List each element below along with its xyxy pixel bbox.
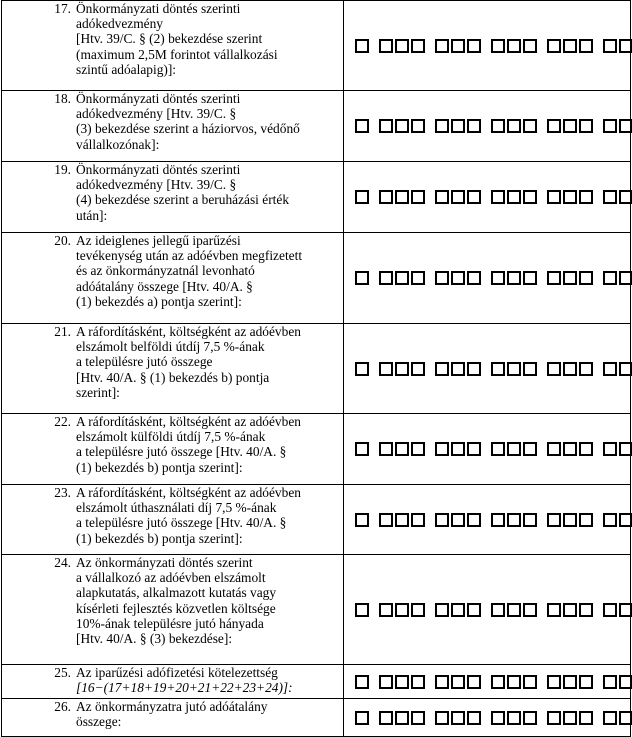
row-description: [76, 324, 343, 400]
digit-box[interactable]: [619, 271, 632, 285]
digit-box[interactable]: [507, 119, 521, 133]
digit-group: [355, 39, 369, 53]
form-row: [2, 162, 631, 233]
row-label-cell: [2, 414, 344, 485]
digit-group: [603, 513, 632, 527]
digit-group: [379, 442, 425, 456]
digit-box[interactable]: [547, 711, 561, 725]
digit-box[interactable]: [467, 119, 481, 133]
row-description-text: A ráfordításként, költségként az adóévben elszámolt úthasználati díj 7,5 %-ának a településre jutó összege [Htv. 40/A. § (1) bekezdés b) pontja szerint]:: [76, 485, 301, 546]
digit-box[interactable]: [467, 513, 481, 527]
row-description-text: Az önkormányzatra jutó adóátalány összege:: [76, 699, 268, 730]
digit-box[interactable]: [523, 271, 537, 285]
digit-box[interactable]: [395, 271, 409, 285]
digit-box[interactable]: [547, 362, 561, 376]
digit-box[interactable]: [563, 271, 577, 285]
row-description-text: A ráfordításként, költségként az adóévben elszámolt külföldi útdíj 7,5 %-ának a településre jutó összege [Htv. 40/A. § (1) bekezdés b) pontja szerint]:: [76, 414, 301, 475]
digit-box[interactable]: [467, 362, 481, 376]
digit-box[interactable]: [547, 271, 561, 285]
amount-input-cell: [344, 699, 631, 737]
digit-box[interactable]: [451, 675, 465, 689]
digit-box[interactable]: [451, 119, 465, 133]
row-number: 17.: [54, 1, 71, 16]
digit-box[interactable]: [579, 711, 593, 725]
digit-group: [435, 119, 481, 133]
digit-box[interactable]: [411, 711, 425, 725]
digit-group: [547, 442, 593, 456]
digit-box[interactable]: [547, 675, 561, 689]
digit-group: [491, 190, 537, 204]
digit-group: [379, 513, 425, 527]
digit-box[interactable]: [467, 190, 481, 204]
digit-box[interactable]: [523, 190, 537, 204]
digit-box[interactable]: [379, 442, 393, 456]
amount-input-cell: [344, 665, 631, 699]
digit-box[interactable]: [523, 442, 537, 456]
digit-box[interactable]: [355, 190, 369, 204]
digit-box[interactable]: [435, 119, 449, 133]
digit-box[interactable]: [491, 39, 505, 53]
digit-box[interactable]: [507, 271, 521, 285]
digit-box[interactable]: [507, 362, 521, 376]
digit-box[interactable]: [619, 711, 632, 725]
amount-digit-boxes[interactable]: [344, 603, 630, 617]
digit-box[interactable]: [491, 190, 505, 204]
digit-box[interactable]: [563, 603, 577, 617]
digit-group: [491, 442, 537, 456]
digit-box[interactable]: [355, 603, 369, 617]
digit-group: [355, 271, 369, 285]
digit-box[interactable]: [579, 603, 593, 617]
digit-box[interactable]: [507, 39, 521, 53]
digit-box[interactable]: [467, 675, 481, 689]
digit-group: [491, 362, 537, 376]
digit-box[interactable]: [563, 39, 577, 53]
digit-group: [547, 603, 593, 617]
row-description-text: Önkormányzati döntés szerinti adókedvezmény [Htv. 39/C. § (2) bekezdése szerint (maximum 2,5M forintot vállalkozási szintű adóalapig)]:: [76, 1, 278, 77]
digit-group: [547, 39, 593, 53]
digit-box[interactable]: [451, 190, 465, 204]
amount-input-cell: [344, 324, 631, 414]
digit-box[interactable]: [379, 39, 393, 53]
form-row: [2, 485, 631, 555]
digit-box[interactable]: [507, 603, 521, 617]
digit-box[interactable]: [395, 442, 409, 456]
digit-box[interactable]: [435, 190, 449, 204]
amount-digit-boxes[interactable]: [344, 190, 630, 204]
digit-box[interactable]: [411, 39, 425, 53]
digit-box[interactable]: [563, 119, 577, 133]
digit-box[interactable]: [355, 119, 369, 133]
digit-box[interactable]: [507, 513, 521, 527]
digit-box[interactable]: [491, 442, 505, 456]
digit-box[interactable]: [563, 190, 577, 204]
digit-box[interactable]: [603, 513, 617, 527]
digit-group: [547, 190, 593, 204]
digit-box[interactable]: [451, 603, 465, 617]
digit-group: [379, 675, 425, 689]
row-label-cell: [2, 233, 344, 324]
digit-group: [603, 442, 632, 456]
digit-box[interactable]: [435, 271, 449, 285]
digit-box[interactable]: [579, 675, 593, 689]
digit-box[interactable]: [491, 271, 505, 285]
digit-group: [355, 513, 369, 527]
digit-group: [435, 271, 481, 285]
row-label-cell: [2, 162, 344, 233]
digit-box[interactable]: [603, 39, 617, 53]
digit-box[interactable]: [451, 271, 465, 285]
digit-box[interactable]: [411, 675, 425, 689]
row-number: 26.: [54, 699, 71, 714]
row-label-cell: [2, 91, 344, 162]
digit-box[interactable]: [355, 271, 369, 285]
digit-box[interactable]: [395, 603, 409, 617]
digit-box[interactable]: [507, 190, 521, 204]
digit-box[interactable]: [355, 675, 369, 689]
row-description-text: A ráfordításként, költségként az adóévben elszámolt belföldi útdíj 7,5 %-ának a településre jutó összege [Htv. 40/A. § (1) bekezdés b) pontja szerint]:: [76, 324, 301, 400]
digit-box[interactable]: [379, 190, 393, 204]
digit-box[interactable]: [355, 39, 369, 53]
amount-input-cell: [344, 91, 631, 162]
digit-box[interactable]: [619, 39, 632, 53]
digit-box[interactable]: [603, 119, 617, 133]
digit-group: [379, 362, 425, 376]
digit-box[interactable]: [379, 711, 393, 725]
amount-digit-boxes[interactable]: [344, 675, 630, 689]
digit-group: [435, 190, 481, 204]
row-number: 22.: [54, 414, 71, 429]
digit-group: [435, 675, 481, 689]
digit-box[interactable]: [579, 271, 593, 285]
digit-group: [547, 711, 593, 725]
amount-input-cell: [344, 485, 631, 555]
digit-box[interactable]: [523, 362, 537, 376]
digit-box[interactable]: [395, 190, 409, 204]
digit-box[interactable]: [355, 711, 369, 725]
digit-box[interactable]: [395, 513, 409, 527]
digit-box[interactable]: [355, 362, 369, 376]
form-row: [2, 555, 631, 665]
amount-digit-boxes[interactable]: [344, 711, 630, 725]
digit-box[interactable]: [523, 119, 537, 133]
digit-box[interactable]: [395, 39, 409, 53]
digit-box[interactable]: [547, 513, 561, 527]
digit-box[interactable]: [491, 119, 505, 133]
digit-box[interactable]: [603, 603, 617, 617]
digit-box[interactable]: [435, 711, 449, 725]
digit-group: [603, 119, 632, 133]
digit-group: [547, 513, 593, 527]
amount-input-cell: [344, 555, 631, 665]
digit-box[interactable]: [491, 603, 505, 617]
digit-group: [491, 271, 537, 285]
digit-group: [547, 675, 593, 689]
digit-box[interactable]: [619, 119, 632, 133]
digit-box[interactable]: [523, 513, 537, 527]
amount-input-cell: [344, 162, 631, 233]
digit-box[interactable]: [451, 39, 465, 53]
digit-box[interactable]: [523, 675, 537, 689]
digit-box[interactable]: [603, 675, 617, 689]
form-row: [2, 414, 631, 485]
digit-box[interactable]: [395, 675, 409, 689]
digit-box[interactable]: [411, 190, 425, 204]
row-description-text: Az ideiglenes jellegű iparűzési tevékenység után az adóévben megfizetett és az önkormányzatnál levonható adóátalány összege [Htv. 40/A. § (1) bekezdés a) pontja szerint]:: [76, 233, 303, 309]
digit-group: [355, 711, 369, 725]
digit-box[interactable]: [379, 603, 393, 617]
digit-box[interactable]: [467, 442, 481, 456]
row-description: [76, 1, 343, 77]
digit-box[interactable]: [379, 513, 393, 527]
digit-box[interactable]: [603, 711, 617, 725]
digit-group: [355, 190, 369, 204]
digit-group: [547, 271, 593, 285]
digit-box[interactable]: [507, 675, 521, 689]
digit-box[interactable]: [603, 190, 617, 204]
row-description: [76, 485, 343, 546]
row-label-cell: [2, 1, 344, 91]
digit-box[interactable]: [467, 603, 481, 617]
amount-digit-boxes[interactable]: [344, 362, 630, 376]
digit-group: [491, 119, 537, 133]
digit-group: [547, 119, 593, 133]
row-description: [76, 555, 343, 646]
digit-box[interactable]: [579, 190, 593, 204]
row-description-text: Az önkormányzati döntés szerint a vállalkozó az adóévben elszámolt alapkutatás, alkalmazott kutatás vagy kísérleti fejlesztés közvetlen költsége 10%-ának településre jutó hányada [Htv. 40/A. § (3) bekezdése]:: [76, 555, 277, 647]
row-description: [76, 414, 343, 475]
form-row: [2, 233, 631, 324]
digit-box[interactable]: [411, 442, 425, 456]
row-label-cell: [2, 665, 344, 699]
digit-group: [603, 271, 632, 285]
digit-box[interactable]: [435, 513, 449, 527]
digit-group: [603, 711, 632, 725]
digit-box[interactable]: [355, 442, 369, 456]
row-number: 23.: [54, 485, 71, 500]
digit-box[interactable]: [523, 39, 537, 53]
row-description: [76, 162, 343, 223]
digit-group: [603, 675, 632, 689]
row-formula: [16−(17+18+19+20+21+22+23+24)]:: [76, 680, 293, 696]
digit-box[interactable]: [467, 711, 481, 725]
digit-box[interactable]: [395, 711, 409, 725]
digit-group: [435, 39, 481, 53]
digit-box[interactable]: [379, 675, 393, 689]
digit-box[interactable]: [411, 271, 425, 285]
digit-box[interactable]: [547, 119, 561, 133]
digit-group: [355, 119, 369, 133]
digit-box[interactable]: [491, 675, 505, 689]
digit-box[interactable]: [563, 442, 577, 456]
digit-group: [379, 271, 425, 285]
digit-box[interactable]: [467, 39, 481, 53]
digit-box[interactable]: [619, 675, 632, 689]
digit-box[interactable]: [579, 442, 593, 456]
digit-box[interactable]: [563, 362, 577, 376]
row-number: 24.: [54, 555, 71, 570]
digit-group: [379, 39, 425, 53]
digit-box[interactable]: [491, 362, 505, 376]
amount-digit-boxes[interactable]: [344, 513, 630, 527]
digit-group: [379, 603, 425, 617]
form-row: [2, 324, 631, 414]
digit-box[interactable]: [379, 119, 393, 133]
form-row: [2, 665, 631, 699]
digit-box[interactable]: [411, 513, 425, 527]
row-number: 19.: [54, 162, 71, 177]
digit-box[interactable]: [619, 513, 632, 527]
form-row: [2, 699, 631, 737]
row-number: 25.: [54, 665, 71, 680]
amount-input-cell: [344, 233, 631, 324]
row-number: 21.: [54, 324, 71, 339]
digit-group: [379, 119, 425, 133]
amount-digit-boxes[interactable]: [344, 39, 630, 53]
digit-box[interactable]: [523, 711, 537, 725]
digit-box[interactable]: [435, 603, 449, 617]
digit-box[interactable]: [603, 442, 617, 456]
digit-box[interactable]: [547, 442, 561, 456]
digit-group: [603, 190, 632, 204]
amount-digit-boxes[interactable]: [344, 271, 630, 285]
digit-box[interactable]: [435, 675, 449, 689]
digit-group: [379, 190, 425, 204]
digit-group: [435, 442, 481, 456]
digit-box[interactable]: [619, 190, 632, 204]
digit-group: [491, 603, 537, 617]
digit-box[interactable]: [603, 362, 617, 376]
digit-box[interactable]: [379, 362, 393, 376]
digit-box[interactable]: [579, 362, 593, 376]
amount-input-cell: [344, 414, 631, 485]
digit-box[interactable]: [563, 513, 577, 527]
row-number: 18.: [54, 91, 71, 106]
digit-box[interactable]: [435, 442, 449, 456]
amount-digit-boxes[interactable]: [344, 442, 630, 456]
digit-box[interactable]: [411, 603, 425, 617]
digit-box[interactable]: [411, 119, 425, 133]
digit-box[interactable]: [411, 362, 425, 376]
digit-box[interactable]: [451, 362, 465, 376]
digit-group: [491, 675, 537, 689]
row-description: [76, 665, 343, 695]
digit-box[interactable]: [491, 513, 505, 527]
row-description: [76, 233, 343, 309]
row-description-text: Az iparűzési adófizetési kötelezettség: [76, 665, 278, 680]
row-number: 20.: [54, 233, 71, 248]
amount-input-cell: [344, 1, 631, 91]
digit-box[interactable]: [435, 362, 449, 376]
digit-group: [603, 603, 632, 617]
form-row: [2, 1, 631, 91]
digit-box[interactable]: [579, 513, 593, 527]
digit-box[interactable]: [547, 603, 561, 617]
digit-box[interactable]: [491, 711, 505, 725]
digit-box[interactable]: [619, 442, 632, 456]
digit-group: [491, 711, 537, 725]
row-description-text: Önkormányzati döntés szerinti adókedvezmény [Htv. 39/C. § (3) bekezdése szerint a háziorvos, védőnő vállalkozónak]:: [76, 91, 300, 152]
digit-box[interactable]: [579, 39, 593, 53]
digit-group: [355, 675, 369, 689]
digit-group: [435, 711, 481, 725]
row-description-text: Önkormányzati döntés szerinti adókedvezmény [Htv. 39/C. § (4) bekezdése szerint a beruházási érték után]:: [76, 162, 290, 223]
digit-box[interactable]: [523, 603, 537, 617]
digit-group: [491, 39, 537, 53]
digit-box[interactable]: [547, 39, 561, 53]
digit-box[interactable]: [563, 675, 577, 689]
digit-box[interactable]: [619, 603, 632, 617]
digit-box[interactable]: [451, 711, 465, 725]
row-label-cell: [2, 555, 344, 665]
digit-group: [355, 603, 369, 617]
digit-group: [603, 39, 632, 53]
digit-box[interactable]: [379, 271, 393, 285]
digit-group: [435, 513, 481, 527]
digit-box[interactable]: [435, 39, 449, 53]
digit-box[interactable]: [563, 711, 577, 725]
digit-group: [547, 362, 593, 376]
digit-box[interactable]: [547, 190, 561, 204]
digit-box[interactable]: [507, 711, 521, 725]
digit-group: [435, 603, 481, 617]
digit-group: [355, 362, 369, 376]
row-description: [76, 699, 343, 729]
row-description: [76, 91, 343, 152]
digit-box[interactable]: [619, 362, 632, 376]
digit-box[interactable]: [467, 271, 481, 285]
amount-digit-boxes[interactable]: [344, 119, 630, 133]
digit-box[interactable]: [451, 513, 465, 527]
tax-form-table: [1, 0, 631, 737]
row-label-cell: [2, 324, 344, 414]
digit-group: [379, 711, 425, 725]
digit-group: [435, 362, 481, 376]
digit-box[interactable]: [395, 119, 409, 133]
digit-group: [491, 513, 537, 527]
digit-group: [603, 362, 632, 376]
digit-box[interactable]: [451, 442, 465, 456]
digit-box[interactable]: [579, 119, 593, 133]
row-label-cell: [2, 485, 344, 555]
form-row: [2, 91, 631, 162]
digit-box[interactable]: [603, 271, 617, 285]
digit-box[interactable]: [355, 513, 369, 527]
digit-box[interactable]: [395, 362, 409, 376]
row-label-cell: [2, 699, 344, 737]
digit-group: [355, 442, 369, 456]
digit-box[interactable]: [507, 442, 521, 456]
